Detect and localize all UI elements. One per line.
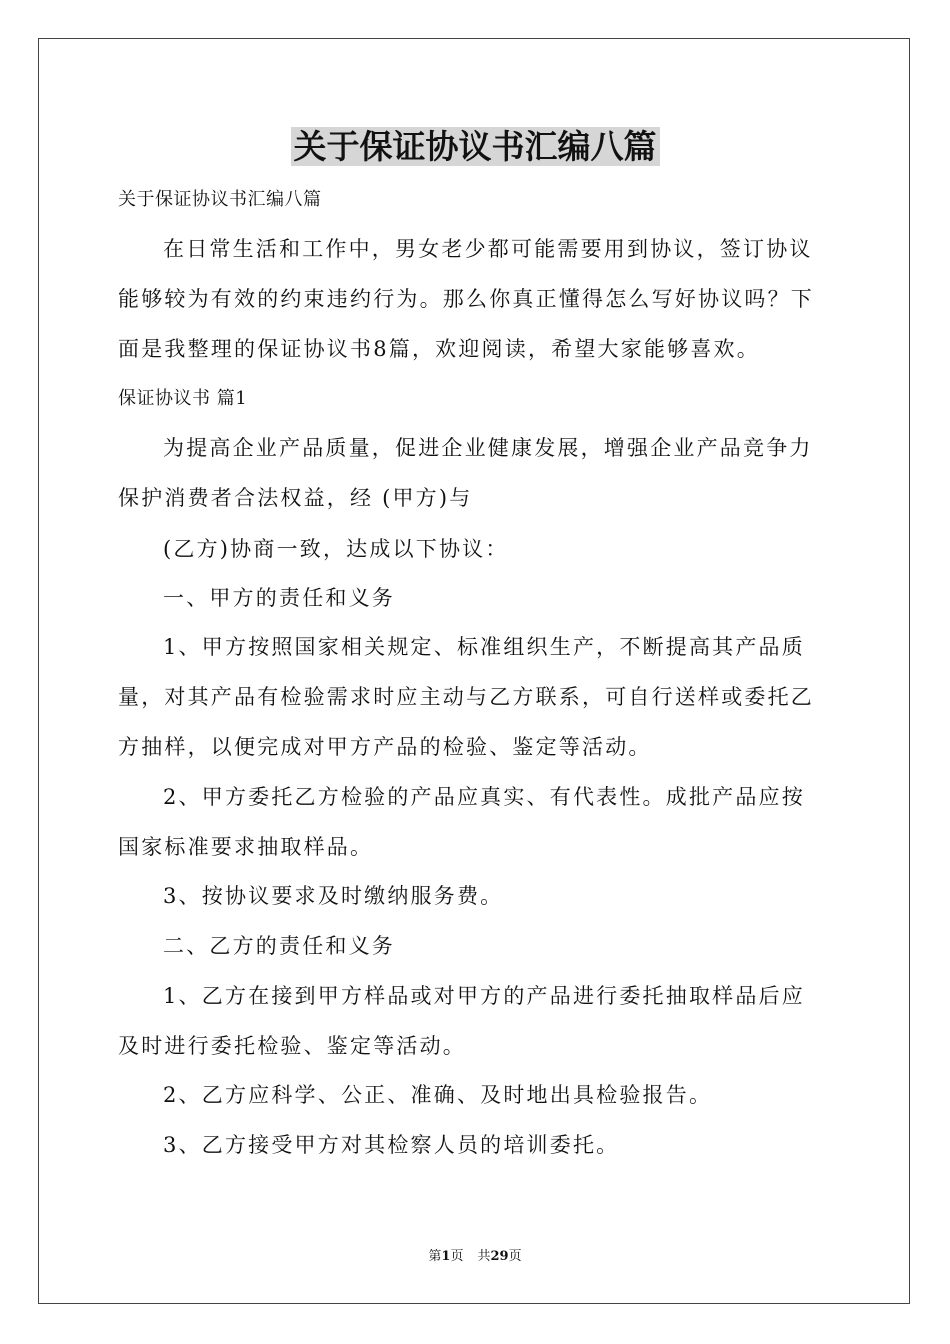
document-subtitle: 关于保证协议书汇编八篇	[118, 189, 322, 210]
paragraph-line: 能够较为有效的约束违约行为。那么你真正懂得怎么写好协议吗？下	[118, 287, 814, 311]
paragraph-line: 1、乙方在接到甲方样品或对甲方的产品进行委托抽取样品后应	[163, 984, 805, 1008]
paragraph-line: 及时进行委托检验、鉴定等活动。	[118, 1034, 466, 1058]
paragraph-line: (乙方)协商一致，达成以下协议：	[163, 537, 509, 561]
page-prefix: 第	[428, 1249, 442, 1264]
clause-heading: 一、甲方的责任和义务	[163, 586, 395, 610]
paragraph-line: 2、乙方应科学、公正、准确、及时地出具检验报告。	[163, 1083, 713, 1107]
paragraph-line: 面是我整理的保证协议书8篇，欢迎阅读，希望大家能够喜欢。	[118, 337, 760, 361]
paragraph-line: 方抽样，以便完成对甲方产品的检验、鉴定等活动。	[118, 735, 652, 759]
paragraph-line: 1、甲方按照国家相关规定、标准组织生产，不断提高其产品质	[163, 635, 805, 659]
page-number: 1	[441, 1249, 451, 1264]
paragraph-line: 2、甲方委托乙方检验的产品应真实、有代表性。成批产品应按	[163, 785, 805, 809]
paragraph-line: 国家标准要求抽取样品。	[118, 835, 374, 859]
paragraph-line: 为提高企业产品质量，促进企业健康发展，增强企业产品竞争力	[163, 436, 813, 460]
paragraph-line: 量，对其产品有检验需求时应主动与乙方联系，可自行送样或委托乙	[118, 685, 814, 709]
paragraph-line: 3、按协议要求及时缴纳服务费。	[163, 884, 504, 908]
paragraph-line: 保护消费者合法权益，经 (甲方)与	[118, 486, 473, 510]
total-prefix: 共	[477, 1249, 491, 1264]
paragraph-line: 3、乙方接受甲方对其检察人员的培训委托。	[163, 1133, 620, 1157]
page-border	[38, 38, 910, 1304]
total-suffix: 页	[508, 1249, 522, 1264]
document-title-text: 关于保证协议书汇编八篇	[291, 127, 660, 166]
section-heading: 保证协议书 篇1	[118, 388, 248, 409]
page-footer	[0, 1248, 950, 1266]
document-title	[0, 125, 950, 169]
total-pages: 29	[490, 1249, 509, 1264]
paragraph-line: 在日常生活和工作中，男女老少都可能需要用到协议，签订协议	[163, 237, 813, 261]
clause-heading: 二、乙方的责任和义务	[163, 934, 395, 958]
page-suffix: 页	[450, 1249, 464, 1264]
